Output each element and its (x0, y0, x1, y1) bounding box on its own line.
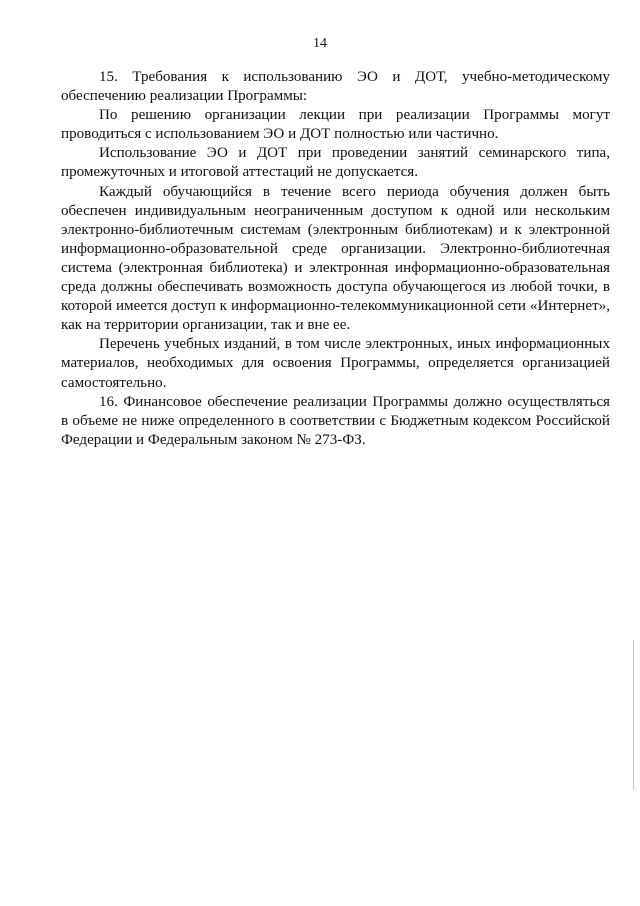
scan-edge-mark (633, 640, 634, 790)
paragraph-section-16-financing: 16. Финансовое обеспечение реализации Программы должно осуществляться в объеме не ниже определенного в соответствии с Бюджетным кодексом Российской Федерации и Федеральным законом № 273-ФЗ. (61, 393, 610, 448)
paragraph-seminars: Использование ЭО и ДОТ при проведении занятий семинарского типа, промежуточных и итоговой аттестаций не допускается. (61, 145, 610, 181)
paragraph-library-access: Каждый обучающийся в течение всего периода обучения должен быть обеспечен индивидуальным неограниченным доступом к одной или нескольким электронно-библиотечным системам (электронным библиотекам) и к электронной информационно-образовательной среде организации. Электронно-библиотечная система (электронная библиотека) и электронная информационно-образовательная среда должны обеспечивать возможность доступа обучающегося из любой точки, в которой имеется доступ к информационно-телекоммуникационной сети «Интернет», как на территории организации, так и вне ее. (61, 183, 610, 334)
page-number: 14 (313, 36, 327, 51)
paragraph-section-15-heading: 15. Требования к использованию ЭО и ДОТ, учебно-методическому обеспечению реализации Программы: (61, 69, 610, 105)
document-body (61, 68, 610, 450)
paragraph-educational-materials: Перечень учебных изданий, в том числе электронных, иных информационных материалов, необходимых для освоения Программы, определяется организацией самостоятельно. (61, 336, 610, 391)
paragraph-lectures: По решению организации лекции при реализации Программы могут проводиться с использованием ЭО и ДОТ полностью или частично. (61, 107, 610, 143)
